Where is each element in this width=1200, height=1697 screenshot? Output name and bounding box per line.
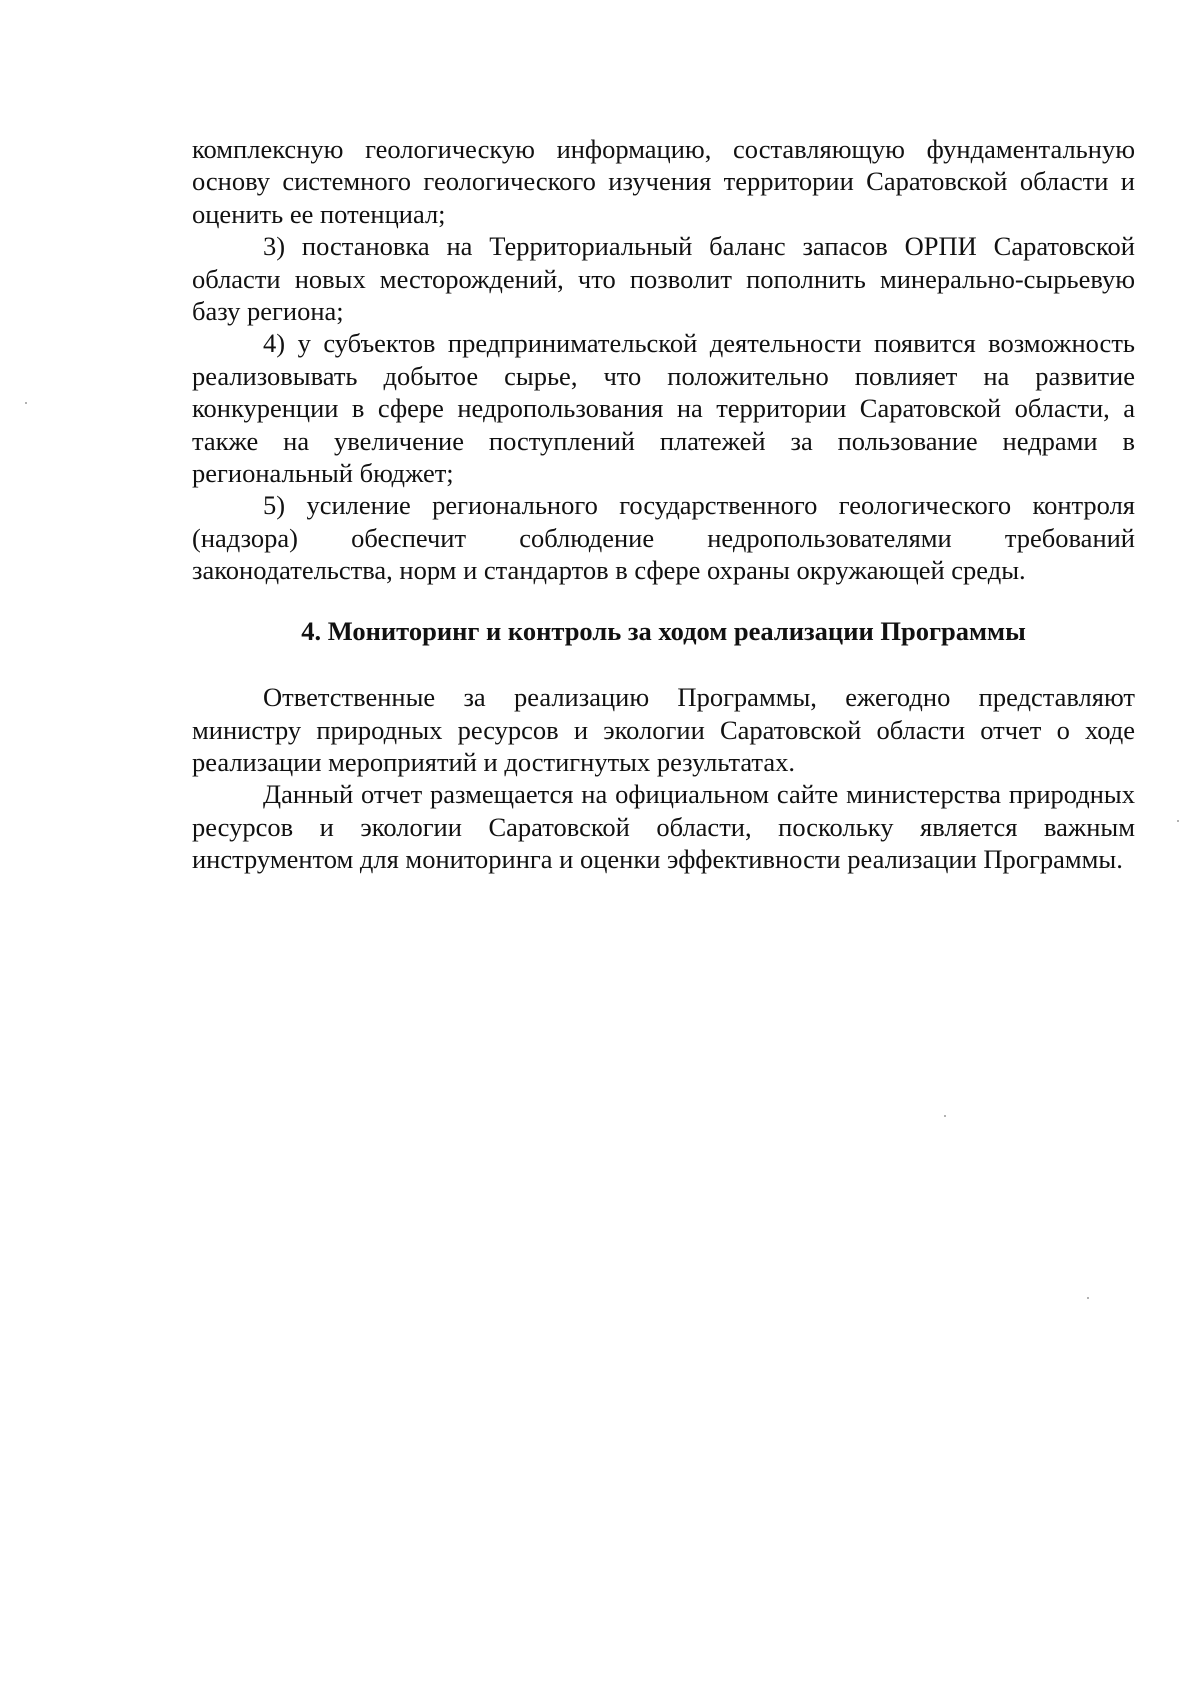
scan-speck (944, 1115, 946, 1117)
scan-speck (25, 402, 27, 404)
list-item-3: 3) постановка на Территориальный баланс запасов ОРПИ Саратовской области новых месторождений, что позволит пополнить минерально-сырьевую базу региона; (192, 231, 1135, 327)
paragraph-continuation: комплексную геологическую информацию, составляющую фундаментальную основу системного геологического изучения территории Саратовской области и оценить ее потенциал; (192, 134, 1135, 229)
section-paragraph-2: Данный отчет размещается на официальном сайте министерства природных ресурсов и экологии Саратовской области, поскольку является важным инструментом для мониторинга и оценки эффективности реализации Программы. (192, 779, 1135, 875)
section-paragraph-1: Ответственные за реализацию Программы, ежегодно представляют министру природных ресурсов и экологии Саратовской области отчет о ходе реализации мероприятий и достигнутых результатах. (192, 682, 1135, 777)
scan-speck (1087, 1297, 1089, 1299)
list-item-5: 5) усиление регионального государственного геологического контроля (надзора) обеспечит соблюдение недропользователями требований законодательства, норм и стандартов в сфере охраны окружающей среды. (192, 490, 1135, 586)
section-heading: 4. Мониторинг и контроль за ходом реализации Программы (301, 615, 1026, 646)
list-item-4: 4) у субъектов предпринимательской деятельности появится возможность реализовывать добытое сырье, что положительно повлияет на развитие конкуренции в сфере недропользования на территории Саратовской области, а также на увеличение поступлений платежей за пользование недрами в региональный бюджет; (192, 328, 1135, 489)
document-body (192, 133, 1135, 876)
scan-speck (1177, 820, 1179, 822)
